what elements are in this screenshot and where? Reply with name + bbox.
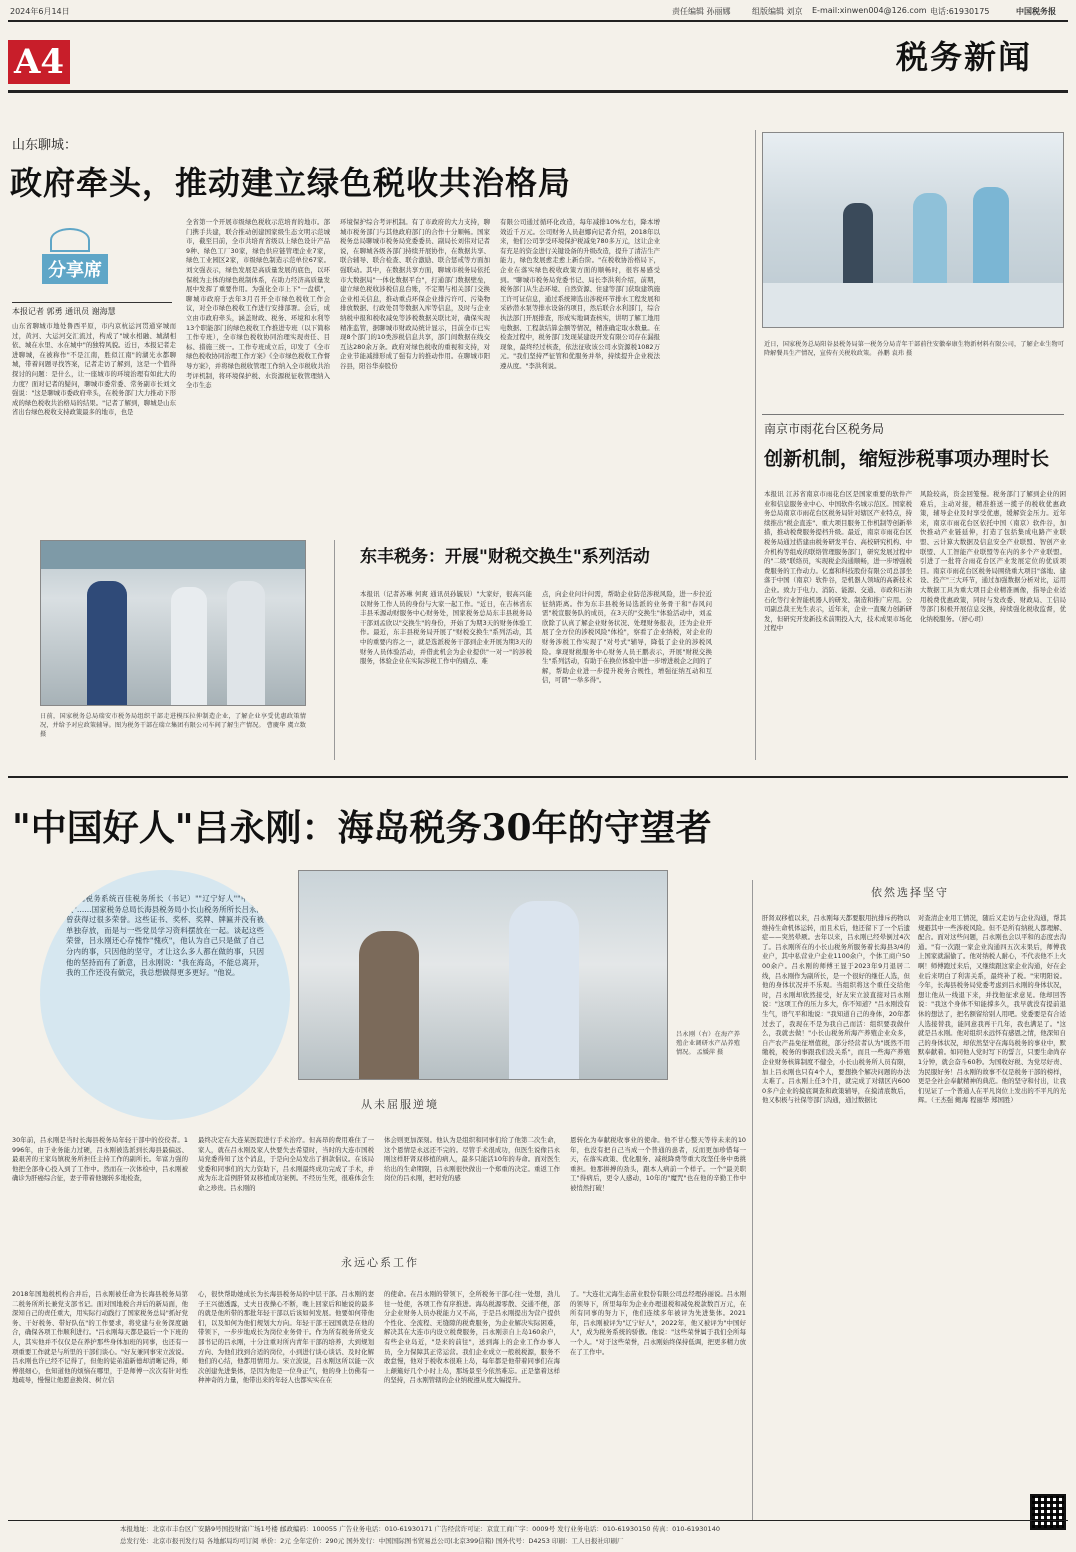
photo-figure bbox=[87, 581, 127, 706]
layout-editor: 组版编辑 刘京 bbox=[752, 7, 803, 16]
subhead-2: 永远心系工作 bbox=[341, 1256, 419, 1269]
editor: 责任编辑 孙丽娜 bbox=[672, 7, 731, 16]
editor-phone: 电话:61930175 bbox=[930, 7, 990, 16]
qr-code-icon[interactable] bbox=[1030, 1494, 1066, 1530]
umbrella-icon bbox=[50, 228, 90, 252]
nanjing-col-2: 风险较高，资金回笼慢。税务部门了解到企业的困难后，主动对接，精准推送一揽子的税收优惠政策，辅导企业及时享受优惠，缓解资金压力。近年来，南京市雨花台区依托中国（南京）软件谷，加快推动产业链延伸，打造了包括集成电路产业联盟、云计算大数据及信息安全产业联盟、智创产业联盟、人工智能产业联盟等在内的多个产业联盟。引进了一批符合雨花台区产业发展定位的优质项目。南京市雨花台区税务局围绕重大项目"落地、建设、投产"三大环节，通过加强数据分析对比，运用大数据工具为重大项目企业精准画像，指导企业适用税费优惠政策，同时与发改委、财政局、工信局等部门积极开展信息交换，持续强化税收监督，优化纳税服务。（舒心玥） bbox=[920, 490, 1066, 623]
editor-email: E-mail:xinwen004@126.com bbox=[812, 6, 927, 15]
subhead-3: 依然选择坚守 bbox=[871, 886, 949, 899]
dongfeng-col-2: 点，向企业问计问需，帮助企业防范涉税风险，进一步拉近征纳距离。作为东丰县税务局选派的业务骨干和"春风问需"税宣服务队的成员，在3天的"交换生"体验活动中，刘孟欣除了认真了解企业财务状况、处理财务报表，还为企业开展了全方位的涉税风险"体检"，察看了企业纳税，对企业的财务涉税工作实现了"对号式"辅导，降低了企业的涉税风险。拿现财税服务中心财务人员王鹏表示，开展"财税交换生"系列活动，有助于在换位体验中进一步增进税企之间的了解，帮助企业进一步提升税务合规性，增强征纳互动和互信，可谓"一举多得"。 bbox=[542, 590, 712, 685]
feature-p2-col-1: 2018年国地税机构合并后，吕永刚被任命为长海县税务局第二税务所所长兼党支部书记。面对国地税合并后的新局面，他深知自己的责任重大，用实际行动践行了国家税务总局"抓好党务、干好税务、带好队伍"的工作要求，将党建与业务深度融合，确保各项工作顺利进行。"吕永刚每天都是最后一个下班的人，其实他并不仅仅是在养护那些身体加班的同事，也还有一项重要工作就是与所里的干部们谈心。"好友兼同事宋立波说。吕永刚也许已经不记得了，但他的徒弟浦新德却清晰记得，师傅很细心，也知道他的烦恼在哪里，于是师傅一次次有针对性地疏导，慢慢让他愿意换岗、树立信 bbox=[12, 1290, 188, 1385]
feature-p3-col-1: 肝肾双移植以来，吕永刚每天都要服用抗排斥药物以维持生命机体运转，而且术后，他还留下了一个后遗症——突然晕厥。去年以来，吕永刚已经晕倒过4次了。吕永刚所在的小长山税务所服务着长海县3/4的业户，其中私营业户企业1100余户，个体工商户5000余户。吕永刚的师傅王显于2023年9月退居二线，吕永刚作为副所长，是一个很好的继任人选，但他的身体状况并不乐观。当组织将这个重任交给他时，吕永刚却欣然接受，好友宋立波直接对吕永刚说："这项工作的压力多大，你不知道？"吕永刚没有生气，语气平和地说："我知道自己的身体，20年都过去了，我现在不是为我自己而活：组织要我做什么，我就去做！"小长山税务所海产养殖企业众多，自产农产品免征增值税，部分经营者认为"既然不用缴税，税务的事跟我们没关系"，而且一些海产养殖企业财务核算制度不健全，小长山税务所人员有限，加上吕永刚也只有4个人，要想换个解决问题的办法太难了。吕永刚上任3个月，就完成了对辖区内6000多户企业的摸底调查和政策辅导，在摸清底数后，他又积极与社保等部门沟通，通过数据比 bbox=[762, 914, 910, 1105]
workshop-visit-photo bbox=[40, 540, 306, 706]
nanjing-headline: 创新机制，缩短涉税事项办理时长 bbox=[764, 448, 1050, 470]
feature-p1-col-4: 恩转化为奉献税收事业的使命。他不甘心整天等待未来的10年，也没有把自己当成一个普通的患者，反而更加珍惜每一天，在落实政策、优化服务、减税降费等重大攻坚任务中勇挑重担。他那拼搏的劲头，跟本人病前一个样子。一个"最美职工"得病后，更令人感动，10年的"魔咒"也在他的辛勤工作中被悄然打破！ bbox=[570, 1136, 746, 1192]
page-number-badge: A4 bbox=[8, 40, 70, 84]
photo1-caption: 近日，国家税务总局阳谷县税务局第一税务分局青年干部前往安徽奉康生物新材料有限公司，了解企业生物可降解餐具生产情况，宣传有关税收政策。 孙鹏 袁玮 摄 bbox=[764, 341, 1064, 357]
section-title: 税务新闻 bbox=[896, 38, 1033, 76]
photo-figure bbox=[359, 931, 419, 1080]
column-logo bbox=[38, 228, 134, 292]
feature-intro: "全国税务系统百佳税务所长（书记）""辽宁好人""中国好人"……国家税务总局长海县税务局小长山税务所所长吕永刚曾获得过很多荣誉。这些证书、奖杯、奖牌、牌匾并没有被单独存放，而是与一些党员学习资料摆放在一起。谈起这些荣誉，吕永刚还心存愧怍"愧疚"，他认为自己只是做了自己分内的事，只因他的坚守，才让这么多人都在做的事，只因他的坚持而有了新意，吕永刚说："我在海岛，不能总离开，我的工作还没有做完，我总想做得更多更好。"他说。 bbox=[66, 894, 264, 978]
section-rule bbox=[8, 90, 1068, 93]
feature-p2-col-3: 的使命。在吕永刚的带领下，全所税务干部心往一处想，劲儿往一处使，各项工作有序推进。海岛税源零散、交通不便，部分企业财务人员办税能力又不高，于是吕永刚提出为营户提供个性化、全流程、无缝隙的税费服务，为企业解决实际困难，解决其在大连市内设立税费服务，吕永刚亲自上岛160余户，有些企业岛近，"是来的前往"，送到海上的企业工作办事人员，全力保障其正常运营。我们企业成立一般税税源，服务不敢怠慢，他对于税收本很难上岛，每年都是他带着同事们在海上颠簸好几个小时上岛，那场景至今依然难忘。正是靠着这样的坚持，吕永刚管辖的企业纳税遵从度大幅提升。 bbox=[384, 1290, 560, 1385]
feature-p2-col-2: 心，很快帮助她成长为长海县税务局的中层干部。吕永刚的妻子王兴德透露，丈夫日夜操心不断，晚上回家后和她说的最多的就是他所带的那批年轻干部以后该如何发展。他要如何带他们，以及如何为他们规划大方向。年轻干部王冠国就是在他的带领下，一步步地成长为岗位业务骨干。作为所有税务所党支部书记的吕永刚，十分注重对所内青年干部的培养，大到规划方向、为他们找到合适的岗位，小到进行谈心谈话、及时化解他们的心结，他都用情用力。宋立波说，吕永刚这所以能一次次创建先进集体，是因为他是一位身正气，他的身上仿佛有一种神奇的力量，他带出来的年轻人也都实实在在 bbox=[198, 1290, 374, 1385]
lead-headline: 政府牵头，推动建立绿色税收共治格局 bbox=[10, 164, 572, 202]
lead-byline: 本报记者 郭勇 通讯员 谢海慧 bbox=[12, 307, 116, 316]
footer-line-2: 总发行处：北京市报刊发行局 各地邮局均可订阅 单价：2元 全年定价：290元 国外发行：中国国际图书贸易总公司(北京399信箱) 国外代号：D4253 印刷：工人日报社印刷厂 bbox=[120, 1537, 624, 1545]
paper-name: 中国税务报 bbox=[1016, 7, 1056, 16]
nanjing-kicker: 南京市雨花台区税务局 bbox=[764, 422, 885, 436]
footer-line-1: 本报地址：北京市丰台区广安路9号国投财富广场1号楼 邮政编码：100055 广告业务电话：010-61930171 广告经营许可证：京宣工商广字：0009号 发行业务电话：010-61930150 传真：010-61930140 bbox=[120, 1525, 720, 1533]
factory-inspection-photo bbox=[762, 132, 1064, 328]
nanjing-col-1: 本报讯 江苏省南京市雨花台区是国家重要的软件产业和信息服务业中心、中国软件名城示范区。国家税务总局南京市雨花台区税务局针对辖区产业特点，持续推出"税企直连"、重大项目服务工作机制等创新举措，推动税费服务提档升级。最近，南京市雨花台区税务局通过搭建由税务研发平台、高校研究机构、中介机构等组成的联络管理服务部门，研究发展过程中的"二级"联络员，实现税企沟通顺畅，进一步增强税费服务的工作动力。亿嘉和科技股份有限公司总部坐落于中国（南京）软件谷，是机器人领域的高新技术企业。致力于电力、消防、能源、交通、市政和石油石化等行业智能机器人的研发、制造和推广应用。公司副总裁王先生表示，近年来，企业一直聚力创新研发，但研究开发新技术前期投入大，技术成果市场化过程中 bbox=[764, 490, 912, 633]
dongfeng-headline: 东丰税务：开展"财税交换生"系列活动 bbox=[360, 547, 650, 567]
photo-figure bbox=[171, 587, 207, 706]
photo-figure bbox=[509, 901, 579, 1080]
feature-p2-col-4: 了。"大连壮元海生态苗业股份有限公司总经理孙丽说。吕永刚的领导下，所里每年为企业办理退税和减免税款数百万元，在所有同事的努力下，他们连续多年被评为先进集体。2021年，吕永刚被评为"辽宁好人"，2022年，他又被评为"中国好人"，成为税务系统的骄傲。他说："这些荣誉属于我们全所每一个人。"对于这些荣誉，吕永刚始终保持低调，把更多精力放在了工作中。 bbox=[570, 1290, 746, 1356]
column-logo-label: 分享席 bbox=[42, 254, 108, 284]
feature-photo bbox=[298, 870, 668, 1080]
lead-col-2: 全省第一个开展市级绿色税收示范培育的地市。部门携手共建，联合推动创建国家级生态文明示范城市，截至目前，全市共培育省级以上绿色设计产品9种、绿色工厂30家，绿色供应链管理企业7家，绿色工业园区2家，市级绿色制造示范单位67家。刘文强表示，绿色发展是高质量发展的底色，以环保税为主体的绿色税制体系，在助力经济高质量发展中发挥了重要作用。为强化全市上下"一盘棋"，聊城市政府于去年3月召开全市绿色税收工作会议，对全市绿色税收工作进行安排部署。会后，成立由市政府牵头，涵盖财政、税务、环境和水利等13个职能部门的绿色税收工作推进专班（以下简称工作专班），全市绿色税收协同治理实现责任、目标、措施三统一。工作专班成立后，印发了《全市绿色税收协同治理工作方案》《全市绿色税收工作督导方案》，并将绿色税收管理工作纳入全市税收共治考评机制，将环境保护税、水资源税征收管理纳入全市生态 bbox=[186, 218, 330, 390]
feature-p3-col-2: 对查清企业用工情况，随后又走访与企业沟通，帮其规避其中一些涉税风险。但不是所有纳税人都理解、配合。面对这些问题，吕永刚也会以平和的态度去沟通。"有一次跟一家企业沟通四五次未果后，师傅我上国家就漏偷了。他对纳税人耐心，不代表他不上火啊！师傅跑过来后，又继续跟这家企业沟通，好在企业后来明白了利害关系，最终补了税。"宋明阳说。今年，长海县税务局党委考虑到吕永刚的身体状况，想让他从一线退下来，并找他征求意见。他却回答说："我这个身体不知能撑多久，我早就没有提前退休的想法了，把名额留给别人用吧。党委要是有合适人选接替我，能同意我再干几年，我也满足了。"这就是吕永刚。他对组织永远怀有感恩之情，他深知自己的身体状况，却依然坚守在海岛税务的事业中，默默奉献着。如同他人党时写下的誓言，只要生命尚存1分钟，就会奋斗60秒。为国收好税、为党尽好责、为民服好务！吕永刚的故事不仅是税务干部的榜样，更是全社会奉献精神的典范。他的坚守和付出，让我们见证了一个普通人在平凡岗位上发出的不平凡的光辉。（王杰强 鲍海 程丽华 郑国胜） bbox=[918, 914, 1066, 1105]
feature-headline: "中国好人"吕永刚：海岛税务30年的守望者 bbox=[12, 807, 712, 849]
photo-figure bbox=[227, 581, 265, 706]
feature-photo-caption: 吕永刚（右）在海产养殖企业调研水产品养殖情况。 孟媛萍 摄 bbox=[676, 1031, 740, 1056]
feature-p1-col-1: 30年前，吕永刚是当时长海县税务局年轻干部中的佼佼者。1996年，由于业务能力过硬，吕永刚被选派到长海县最偏远、最艰苦的王家岛镇税务所担任主持工作的副所长。年富力强的他把全部身心投入到了工作中。然而在一次体检中，吕永刚被确诊为肝癌综合征，妻子带着他辗转多地检查， bbox=[12, 1136, 188, 1183]
subhead-1: 从未屈服逆境 bbox=[361, 1098, 439, 1111]
dongfeng-col-1: 本报讯（记者苏琳 何爽 通讯员孙毓辰）"大家好，很高兴能以财务工作人员的身份与大家一起工作。"近日，在吉林省东丰县禾源动财服务中心财务处，国家税务总局东丰县税务局干部刘孟欣以"交换生"的身份，开始了为期3天的财务体验工作。最近，东丰县税务局开展了"财税交换生"系列活动，其中的重要内容之一，就是选派税务干部到企业开展为期3天的财务人员体验活动，并借此机会为企业提供"一对一"的涉税服务，体验企业在实际涉税工作中的痛点、难 bbox=[360, 590, 532, 666]
feature-p1-col-3: 体会则更加深刻。他认为是组织和同事们给了他第二次生命，这个恩情是永远还不完的。尽管手术很成功，但医生说像吕永刚这样肝肾双移植的病人，最多只能活10年的寿命。面对医生给出的生命期限，吕永刚很快做出一个郑重的决定。重返工作岗位的吕永刚，把对党的感 bbox=[384, 1136, 560, 1183]
lead-col-3: 环境保护综合考评机制。有了市政府的大力支持，聊城市税务部门与其他政府部门的合作十分顺畅。国家税务总局聊城市税务局党委委员、副局长刘伟对记者说，在聊城各级各部门持续开展协作，在数据共享、联合辅导、联合检查、联合激励、联合惩戒等方面加强联动。其中，在数据共享方面，聊城市税务局依托市大数据局"一体化数据平台"，打通部门数据壁垒，建立绿色税收涉税信息台账，不定期与相关部门交换企业相关信息，推动重点环保企业排污许可、污染物排放数据、行政处罚等数据入库等信息，及时与企业纳税申报和税收减免等涉税数据关联比对，确保实现精准监管，据聊城市财政局统计显示，目前全市已实现8个部门的10类涉税信息共享，部门间数据在线交互达280余万条。政府对绿色税收的重视和支持，对企业节能减排形成了强有力的推动作用。在聊城市阳谷县，阳谷华泰股份 bbox=[340, 218, 490, 370]
issue-date: 2024年6月14日 bbox=[10, 7, 70, 16]
lead-kicker: 山东聊城： bbox=[12, 138, 78, 153]
lead-col-4: 有限公司通过循环化改造，每年减排10%左右，降本增效近千万元。公司财务人员赵娜向记者介绍，2018年以来，他们公司享受环境保护税减免780多万元，这让企业有充足的资金进行关键设备的升级改造，提升了清洁生产能力，绿色发展愈走愈上新台阶。"在税收协治格局下，企业在落实绿色税收政策方面的顺畅时，很容易感受到。"聊城市税务局党委书记、局长李洪利介绍，前期，税务部门从生态环境、自然资源、住建等部门获取建筑施工许可证信息，通过系统筛选出涉税环节排水工程发展和采砂潜水泵等排水设备的项目，然后联合水利部门，综合执法部门开展排查，形成实地调查核实，讲明了解工地用电数据、工程款结算金额等情况，精准确定取水数量。在检查过程中，税务部门发现某建设开发有限公司存在漏报现象，最终经过核查，依法征收该公司水资源税1082万元。"我们坚持严征管和优服务并举，持续提升企业税法遵从度。"李洪利说。 bbox=[500, 218, 660, 370]
lead-col-1: 山东省聊城市地处鲁西平原，市内京杭运河贯通穿城而过，黄河、大运河交汇流过，构成了"城水相融、城湖相依、城在水里、水在城中"的独特风貌。近日，本报记者走进聊城，在被称作"不是江南，胜似江南"的湖光水都聊城，带着问题寻找答案，记者走访了解到，这是一个值得探讨的问题：是什么，让一座城市的环境治理有如此大的力度？面对记者的疑问，聊城市委常委、常务副市长刘文强说："这是聊城市委政府牵头，在税务部门大力推动下形成的绿色税收共治格局的结果。"记者了解到，聊城是山东省出台绿色税收支持政策最多的地市，也是 bbox=[12, 322, 176, 417]
photo2-caption: 日前，国家税务总局瑞安市税务局组织干部走进模压拉伸制造企业，了解企业享受优惠政策情况，并给予对应政策辅导。图为税务干部在瑞立集团有限公司车间了解生产情况。 曹慶华 虞立数 摄 bbox=[40, 713, 306, 738]
feature-intro-circle bbox=[40, 870, 290, 1120]
masthead-rule bbox=[8, 20, 1068, 22]
feature-p1-col-2: 最终决定在大连某医院进行手术治疗。但高昂的费用难住了一家人，就在吕永刚及家人快要失去希望时，当时的大连市国税局党委得知了这个消息，于是向全局发出了捐款倡议。在该局党委和同事们的大力资助下，吕永刚最终成功完成了手术，并成为东北首例肝肾双移植成功案例。不经历生死，很难体会生命之珍贵。吕永刚的 bbox=[198, 1136, 374, 1192]
